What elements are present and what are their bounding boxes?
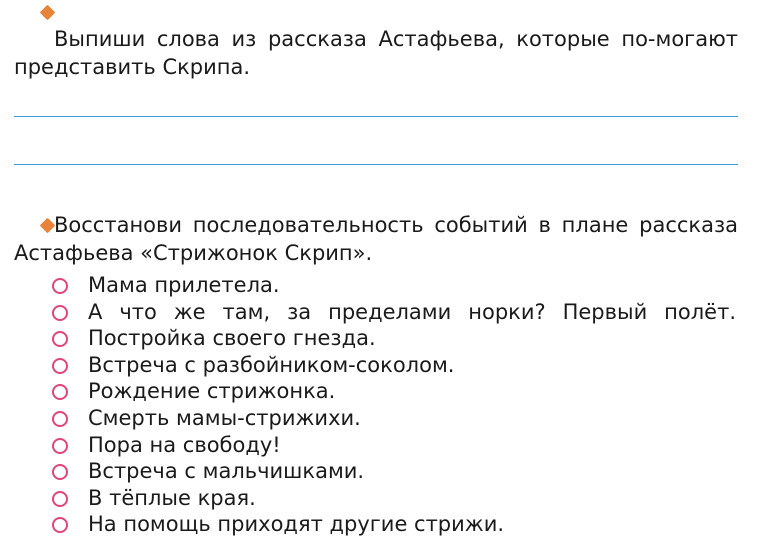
task-1-text: Выпиши слова из рассказа Астафьева, которые по-могают представить Скрипа.	[14, 27, 738, 79]
event-label: На помощь приходят другие стрижи.	[88, 512, 505, 537]
event-label: Постройка своего гнезда.	[88, 326, 376, 351]
event-item	[52, 405, 742, 432]
event-item	[52, 325, 742, 352]
order-circle-icon[interactable]	[52, 278, 68, 294]
task-2-instruction	[14, 211, 738, 267]
event-item	[52, 432, 742, 459]
order-circle-icon[interactable]	[52, 384, 68, 400]
event-label: Рождение стрижонка.	[88, 379, 336, 404]
event-item	[52, 272, 742, 299]
event-label: Встреча с мальчишками.	[88, 459, 365, 484]
task-2-text: Восстанови последовательность событий в плане рассказа Астафьева «Стрижонок Скрип».	[14, 213, 738, 265]
event-item	[52, 485, 742, 512]
order-circle-icon[interactable]	[52, 331, 68, 347]
event-item	[52, 378, 742, 405]
order-circle-icon[interactable]	[52, 358, 68, 374]
order-circle-icon[interactable]	[52, 517, 68, 533]
event-label: Смерть мамы-стрижихи.	[88, 405, 361, 430]
event-label: Встреча с разбойником-соколом.	[88, 352, 455, 377]
event-item	[52, 511, 742, 538]
order-circle-icon[interactable]	[52, 491, 68, 507]
event-order-list	[52, 272, 742, 538]
order-circle-icon[interactable]	[52, 464, 68, 480]
task-marker-diamond-icon	[40, 5, 56, 21]
event-label: Пора на свободу!	[88, 432, 281, 457]
order-circle-icon[interactable]	[52, 438, 68, 454]
event-item	[52, 458, 742, 485]
event-item	[52, 299, 742, 326]
event-label: В тёплые края.	[88, 485, 256, 510]
task-1-instruction	[14, 25, 738, 81]
event-label: Мама прилетела.	[88, 273, 280, 297]
order-circle-icon[interactable]	[52, 305, 68, 321]
event-item	[52, 352, 742, 379]
answer-line-2[interactable]	[14, 164, 738, 165]
order-circle-icon[interactable]	[52, 411, 68, 427]
event-label: А что же там, за пределами норки? Первый полёт.	[88, 299, 736, 324]
answer-line-1[interactable]	[14, 116, 738, 117]
